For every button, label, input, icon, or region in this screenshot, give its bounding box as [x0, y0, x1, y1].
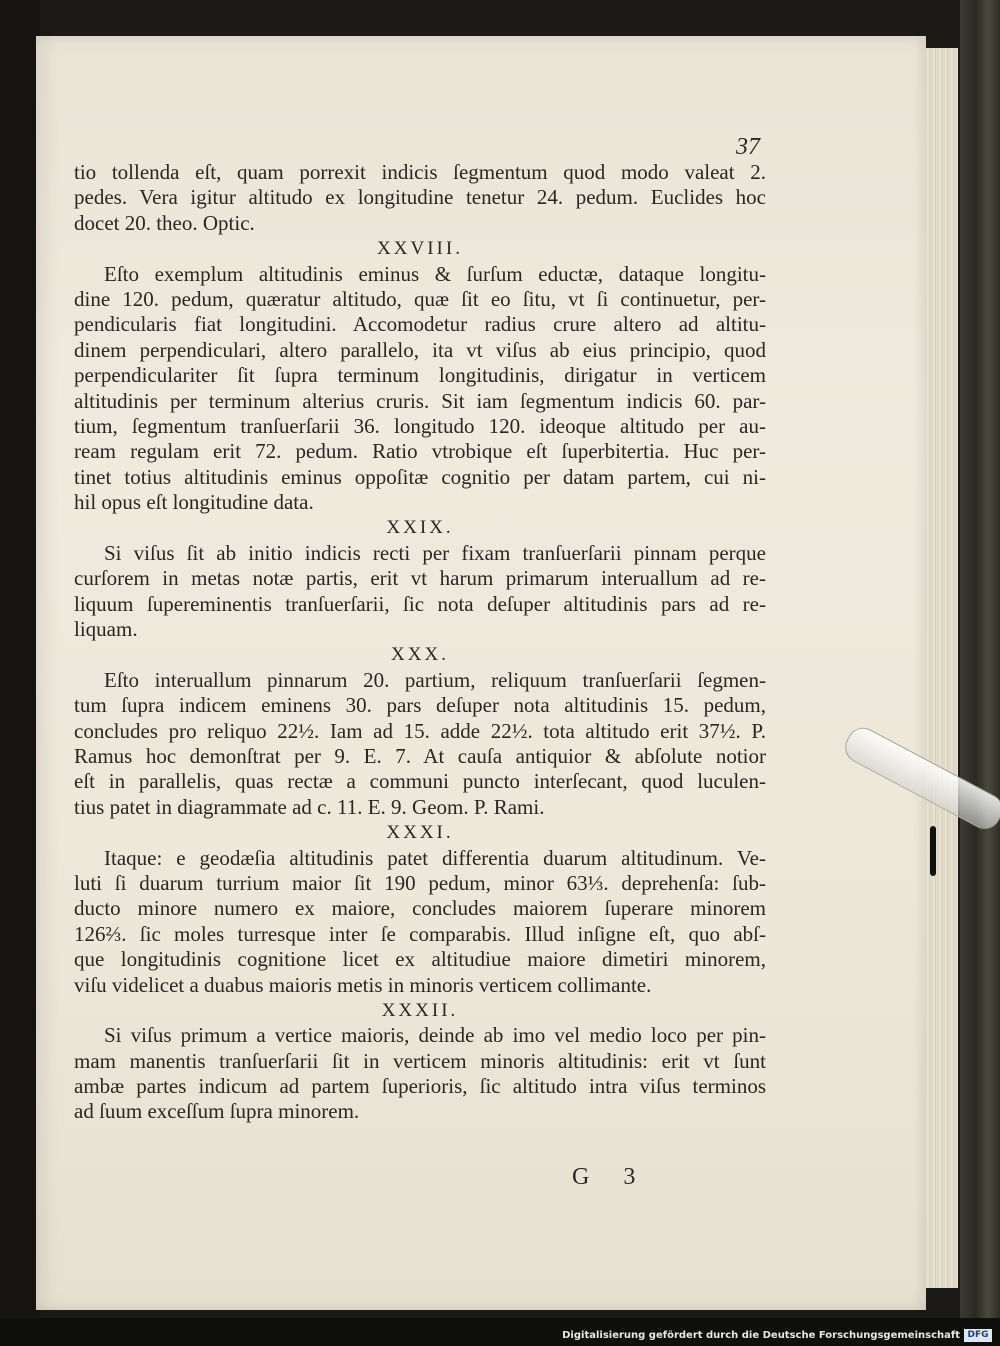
text-line: ad ſuum exceſſum ſupra minorem.: [74, 1099, 360, 1124]
signature-mark: G 3: [572, 1164, 650, 1190]
text-line: tio tollenda eſt, quam porrexit indicis ſegmentum quod modo valeat 2.: [74, 160, 766, 184]
text-line: ream regulam erit 72. pedum. Ratio vtrobique eſt ſuperbitertia. Huc per-: [74, 439, 766, 464]
text-line: altitudinis per terminum alterius cruris. Sit iam ſegmentum indicis 60. par-: [74, 388, 766, 413]
text-line: ducto minore numero ex maiore, concludes maiorem ſuperare minorem: [74, 896, 766, 921]
text-line: liquum ſupereminentis tranſuerſarii, ſic nota deſuper altitudinis pars ad re-: [74, 591, 766, 616]
section-heading: XXVIII.: [377, 238, 463, 260]
footer-credit: Digitalisierung gefördert durch die Deutsche Forschungsgemeinschaft: [562, 1330, 960, 1341]
text-line: hil opus eſt longitudine data.: [74, 490, 314, 515]
text-line: que longitudinis cognitione licet ex altitudiue maiore dimetiri minorem,: [74, 947, 766, 972]
text-line: Eſto exemplum altitudinis eminus & ſurſum eductæ, dataque longitu-: [104, 261, 766, 286]
text-line: tius patet in diagrammate ad c. 11. E. 9. Geom. P. Rami.: [74, 794, 545, 819]
text-line: docet 20. theo. Optic.: [74, 210, 255, 235]
page-clip: [930, 826, 936, 876]
text-line: tinet totius altitudinis eminus oppoſitæ cognitio per datam partem, cui ni-: [74, 464, 766, 489]
page-text: [74, 160, 766, 1125]
text-line: Si viſus primum a vertice maioris, deinde ab imo vel medio loco per pin-: [104, 1023, 766, 1048]
text-line: eſt in parallelis, quas rectæ a communi puncto interſecant, quod luculen-: [74, 769, 766, 794]
section-heading: XXXI.: [386, 822, 454, 844]
text-line: pedes. Vera igitur altitudo ex longitudine tenetur 24. pedum. Euclides hoc: [74, 185, 766, 210]
section-heading: XXIX.: [386, 517, 454, 539]
page-number: 37: [736, 134, 760, 160]
text-line: dine 120. pedum, quæratur altitudo, quæ ſit eo ſitu, vt ſi continuetur, per-: [74, 286, 766, 311]
text-line: Eſto interuallum pinnarum 20. partium, reliquum tranſuerſarii ſegmen-: [104, 667, 766, 692]
dfg-logo: DFG: [964, 1329, 992, 1342]
text-line: viſu videlicet a duabus maioris metis in minoris verticem collimante.: [74, 972, 652, 997]
text-line: 126⅔. ſic moles turresque inter ſe comparabis. Illud inſigne eſt, quo abſ-: [74, 921, 766, 946]
section-heading: XXXII.: [381, 999, 459, 1021]
text-line: perpendiculariter ſit ſupra terminum longitudinis, dirigatur in verticem: [74, 363, 766, 388]
text-line: tium, ſegmentum tranſuerſarii 36. longitudo 120. ideoque altitudo per au-: [74, 413, 766, 438]
text-line: liquam.: [74, 617, 138, 642]
section-heading: XXX.: [391, 644, 449, 666]
text-line: curſorem in metas notæ partis, erit vt harum primarum interuallum ad re-: [74, 566, 766, 591]
background-left: [0, 0, 40, 1346]
text-line: concludes pro reliquo 22½. Iam ad 15. adde 22½. tota altitudo erit 37½. P.: [74, 718, 766, 743]
text-line: luti ſi duarum turrium maior ſit 190 pedum, minor 63⅓. deprehenſa: ſub-: [74, 870, 766, 895]
text-line: Ramus hoc demonſtrat per 9. E. 7. At cauſa antiquior & abſolute notior: [74, 743, 766, 768]
book-binding: [960, 0, 1000, 1346]
text-line: dinem perpendiculari, altero parallelo, ita vt viſus ab eius principio, quod: [74, 337, 766, 362]
text-line: ambæ partes indicum ad partem ſuperioris, ſic altitudo intra viſus terminos: [74, 1074, 766, 1099]
text-line: Si viſus ſit ab initio indicis recti per fixam tranſuerſarii pinnam perque: [104, 540, 766, 565]
text-line: Itaque: e geodæſia altitudinis patet differentia duarum altitudinum. Ve-: [104, 845, 766, 870]
text-line: tum ſupra indicem eminens 30. pars deſuper nota altitudinis 15. pedum,: [74, 693, 766, 718]
text-line: mam manentis tranſuerſarii ſit in verticem minoris altitudinis: erit vt ſunt: [74, 1048, 766, 1073]
text-line: pendicularis fiat longitudini. Accomodetur radius crure altero ad altitu-: [74, 312, 766, 337]
